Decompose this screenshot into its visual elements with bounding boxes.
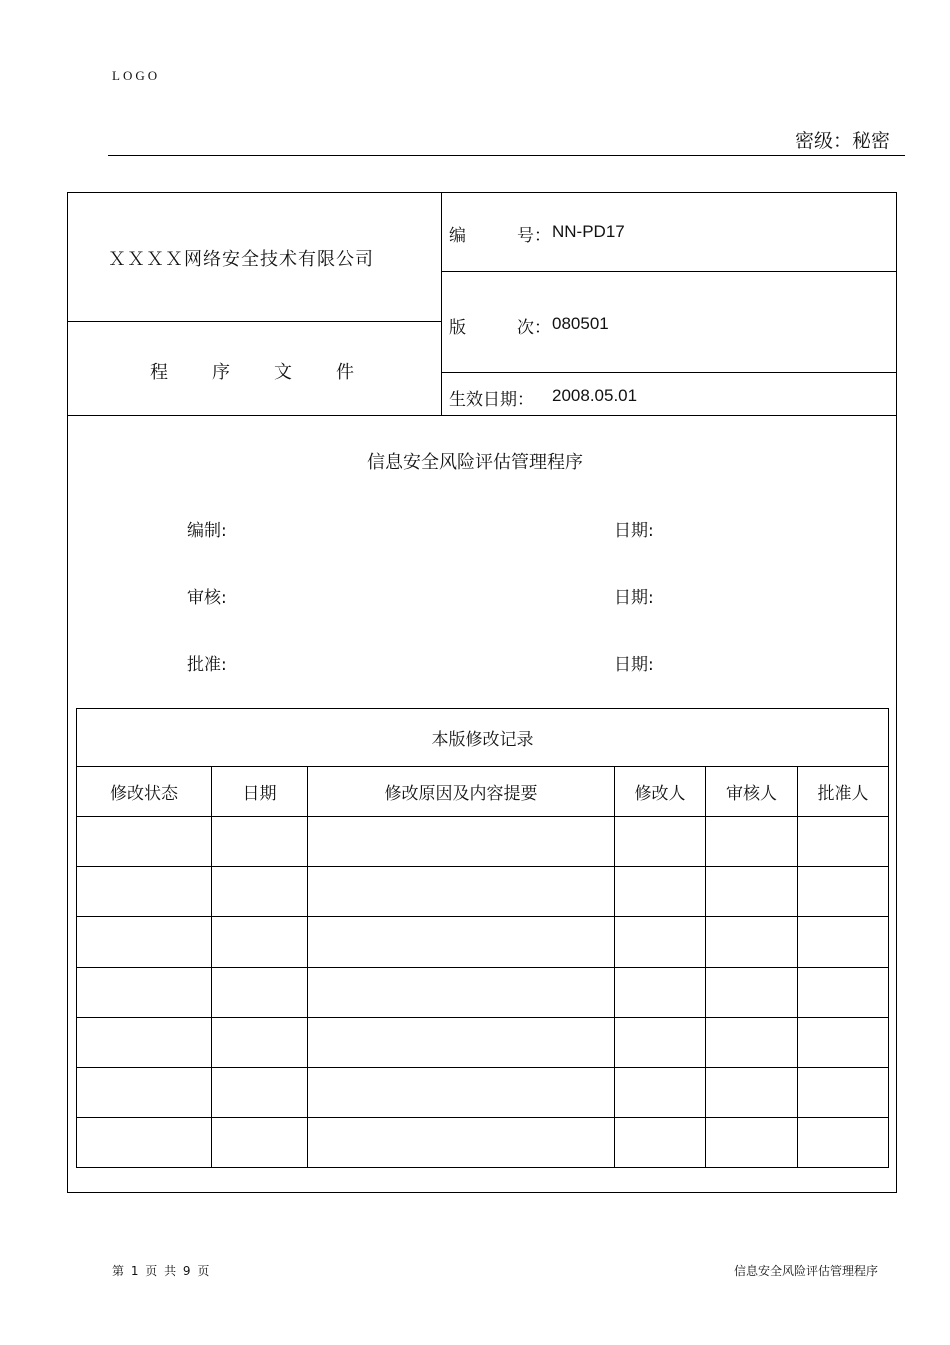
table-cell bbox=[212, 967, 308, 1017]
table-row bbox=[77, 1117, 889, 1167]
table-cell bbox=[212, 1017, 308, 1067]
table-cell bbox=[798, 967, 889, 1017]
version-effective-divider bbox=[441, 372, 897, 373]
doc-type-char: 序 bbox=[212, 362, 230, 383]
footer-document-name: 信息安全风险评估管理程序 bbox=[733, 1264, 878, 1278]
table-cell bbox=[308, 817, 615, 867]
table-cell bbox=[308, 967, 615, 1017]
table-cell bbox=[798, 867, 889, 917]
table-cell bbox=[615, 867, 706, 917]
table-cell bbox=[308, 917, 615, 967]
table-cell bbox=[798, 1067, 889, 1117]
table-cell bbox=[77, 867, 212, 917]
table-cell bbox=[77, 1067, 212, 1117]
table-cell bbox=[615, 1017, 706, 1067]
table-cell bbox=[706, 867, 798, 917]
effective-date-value: 2008.05.01 bbox=[552, 386, 638, 405]
doc-number-value: NN-PD17 bbox=[552, 222, 625, 241]
document-title: 信息安全风险评估管理程序 bbox=[367, 452, 583, 473]
table-cell bbox=[212, 867, 308, 917]
table-cell bbox=[798, 1117, 889, 1167]
effective-date-label: 生效日期： bbox=[449, 390, 534, 410]
doc-type-char: 件 bbox=[336, 362, 354, 383]
classification-label: 密级：秘密 bbox=[794, 130, 890, 152]
column-header: 修改状态 bbox=[77, 767, 212, 817]
revision-table-caption: 本版修改记录 bbox=[77, 709, 889, 767]
doc-type-char: 程 bbox=[150, 362, 168, 383]
doc-type-char: 文 bbox=[274, 362, 292, 383]
table-cell bbox=[706, 1117, 798, 1167]
logo: LOGO bbox=[112, 68, 161, 83]
table-cell bbox=[77, 967, 212, 1017]
table-cell bbox=[706, 917, 798, 967]
table-row bbox=[77, 967, 889, 1017]
table-cell bbox=[308, 867, 615, 917]
doc-number-label: 编 号： bbox=[449, 226, 551, 246]
table-cell bbox=[308, 1067, 615, 1117]
table-cell bbox=[706, 967, 798, 1017]
table-cell bbox=[706, 1067, 798, 1117]
header-column-divider bbox=[441, 193, 442, 415]
column-header: 修改人 bbox=[615, 767, 706, 817]
table-cell bbox=[706, 1017, 798, 1067]
header-block-divider bbox=[68, 415, 896, 416]
header-divider bbox=[108, 155, 905, 156]
table-cell bbox=[615, 817, 706, 867]
table-cell bbox=[798, 1017, 889, 1067]
table-cell bbox=[77, 917, 212, 967]
column-header: 审核人 bbox=[706, 767, 798, 817]
number-version-divider bbox=[441, 271, 897, 272]
page-number: 第 1 页 共 9 页 bbox=[112, 1264, 210, 1278]
table-cell bbox=[308, 1117, 615, 1167]
company-doctype-divider bbox=[68, 321, 441, 322]
table-cell bbox=[308, 1017, 615, 1067]
column-header: 批准人 bbox=[798, 767, 889, 817]
table-cell bbox=[798, 917, 889, 967]
table-cell bbox=[77, 817, 212, 867]
table-row bbox=[77, 1067, 889, 1117]
version-value: 080501 bbox=[552, 314, 609, 333]
table-row bbox=[77, 917, 889, 967]
table-cell bbox=[212, 917, 308, 967]
revision-table-header bbox=[77, 767, 889, 817]
table-row bbox=[77, 817, 889, 867]
column-header: 修改原因及内容提要 bbox=[308, 767, 615, 817]
table-cell bbox=[212, 1117, 308, 1167]
table-cell bbox=[615, 1067, 706, 1117]
document-type bbox=[150, 358, 398, 384]
approved-by-label: 批准: bbox=[187, 655, 227, 675]
reviewed-date-label: 日期: bbox=[614, 588, 654, 608]
table-cell bbox=[615, 1117, 706, 1167]
table-cell bbox=[798, 817, 889, 867]
table-cell bbox=[706, 817, 798, 867]
reviewed-by-label: 审核: bbox=[187, 588, 227, 608]
table-cell bbox=[77, 1017, 212, 1067]
table-cell bbox=[212, 1067, 308, 1117]
column-header: 日期 bbox=[212, 767, 308, 817]
approved-date-label: 日期: bbox=[614, 655, 654, 675]
table-row bbox=[77, 867, 889, 917]
table-cell bbox=[615, 967, 706, 1017]
version-label: 版 次： bbox=[449, 318, 551, 338]
table-cell bbox=[615, 917, 706, 967]
prepared-date-label: 日期: bbox=[614, 521, 654, 541]
table-row bbox=[77, 1017, 889, 1067]
company-name: ＸＸＸＸ网络安全技术有限公司 bbox=[108, 249, 374, 270]
table-cell bbox=[212, 817, 308, 867]
table-cell bbox=[77, 1117, 212, 1167]
revision-record-table bbox=[76, 708, 889, 1168]
prepared-by-label: 编制: bbox=[187, 521, 227, 541]
